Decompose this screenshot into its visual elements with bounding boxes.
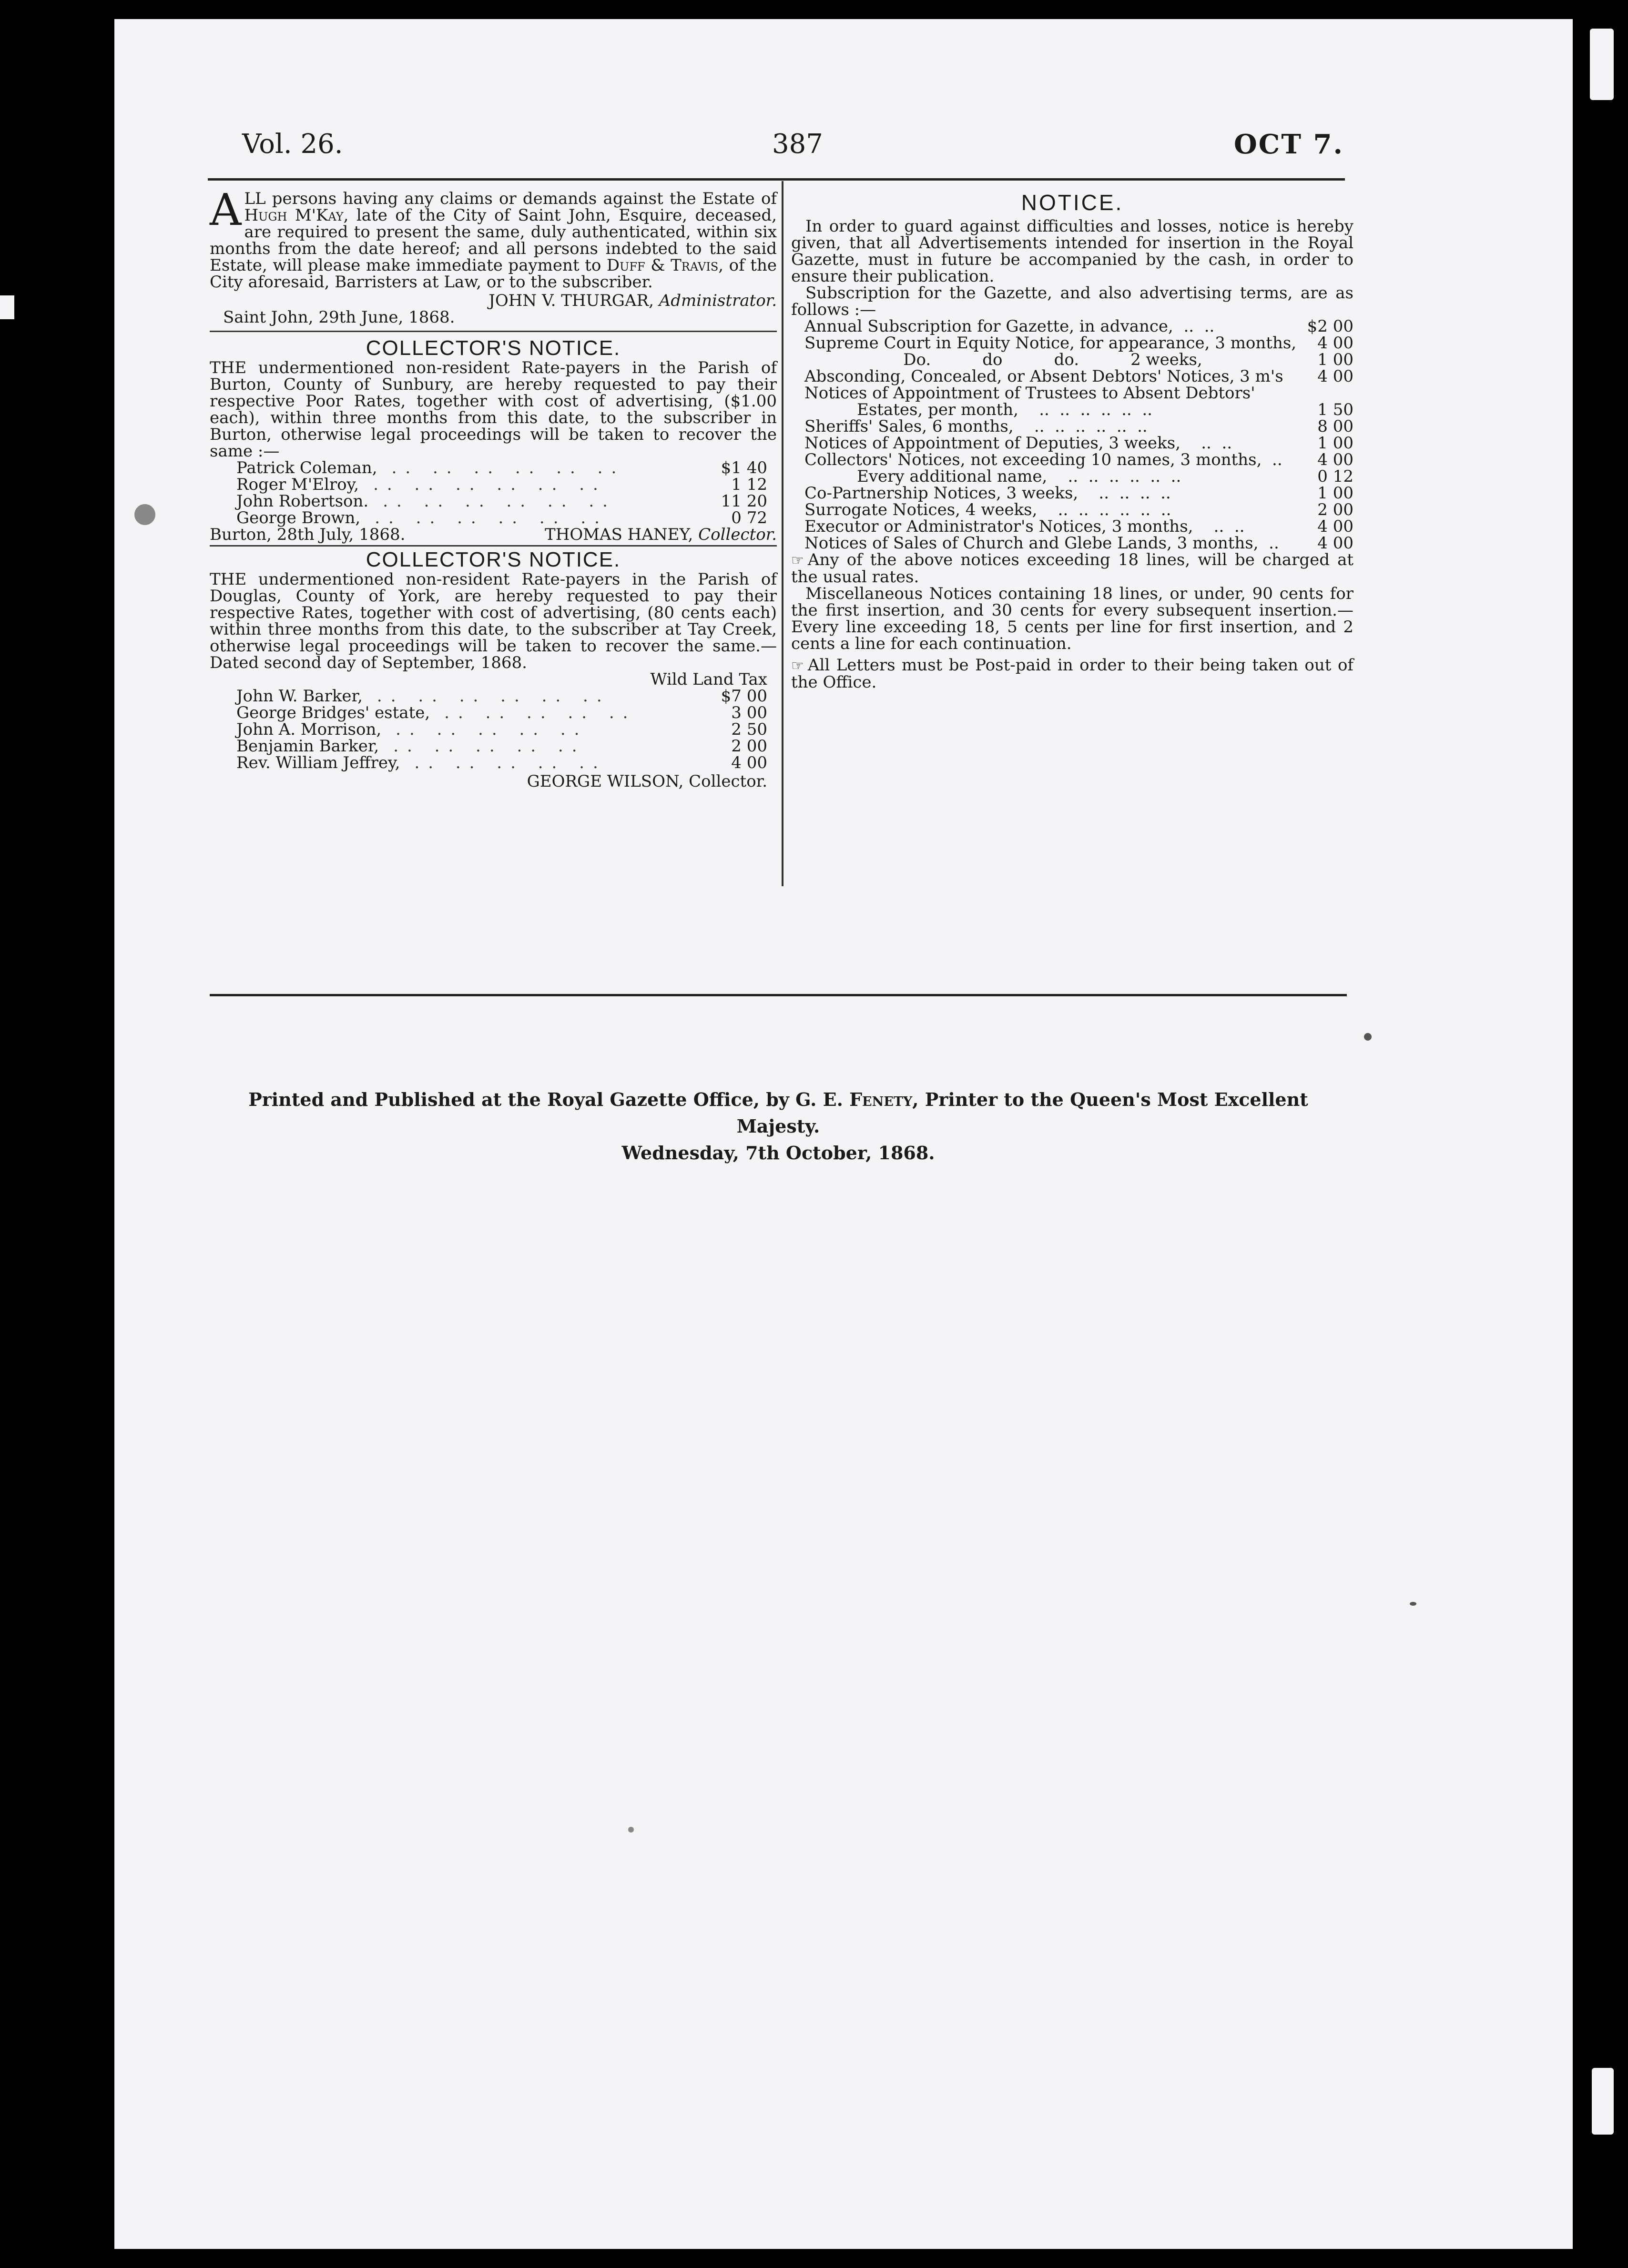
speck-right-2 — [1410, 1602, 1416, 1606]
rate-label: Supreme Court in Equity Notice, for appearance, 3 months, — [804, 334, 1297, 353]
ratepayer-row — [210, 688, 777, 705]
leader-dots: .. .. .. .. .. — [393, 737, 586, 756]
ratepayer-row — [210, 755, 777, 771]
collector-dateline: Burton, 28th July, 1868. — [210, 525, 406, 544]
collector-signature: THOMAS HANEY, Collector. — [545, 525, 777, 544]
subscription-line: Subscription for the Gazette, and also advertising terms, are as follows :— — [791, 284, 1353, 319]
rate-value: 1 00 — [1317, 434, 1353, 453]
ratepayer-amount: 1 12 — [731, 475, 767, 494]
rate-label: Notices of Appointment of Deputies, 3 weeks, .. .. — [804, 434, 1232, 453]
rate-label: Every additional name, .. .. .. .. .. .. — [857, 467, 1181, 486]
right-column — [791, 191, 1353, 691]
note-extra-lines: ☞ Any of the above notices exceeding 18 lines, will be charged at the usual rates. — [791, 550, 1353, 587]
imprint-line-2: Wednesday, 7th October, 1868. — [621, 1142, 935, 1164]
ratepayer-amount: 2 50 — [731, 720, 767, 739]
speck-right — [1364, 1033, 1372, 1041]
rate-label: Do. do do. 2 weeks, — [903, 350, 1202, 369]
rate-value — [1301, 385, 1353, 402]
rate-row — [791, 502, 1353, 518]
speck-bottom — [628, 1827, 634, 1833]
rate-label: Sheriffs' Sales, 6 months, .. .. .. .. .. .. — [804, 417, 1148, 436]
estate-dateline: Saint John, 29th June, 1868. — [223, 308, 455, 327]
rate-value: 4 00 — [1317, 367, 1353, 386]
tax-column-head: Wild Land Tax — [650, 670, 767, 689]
rate-label: Annual Subscription for Gazette, in advance, .. .. — [804, 317, 1215, 336]
notice-title: NOTICE. — [1021, 190, 1124, 215]
rate-label: Co-Partnership Notices, 3 weeks, .. .. .. .. — [804, 484, 1171, 503]
ratepayer-amount: $1 40 — [721, 458, 767, 477]
ratepayer-amount: $7 00 — [721, 687, 767, 706]
collector-signature: GEORGE WILSON, Collector. — [527, 772, 767, 791]
notice-intro: In order to guard against difficulties and losses, notice is hereby given, that all Advertisements intended for insertion in the Royal Gazette, must in future be accompanied by the cash, in order to ensure their publication. — [791, 217, 1353, 286]
rate-label: Surrogate Notices, 4 weeks, .. .. .. .. .. .. — [804, 500, 1171, 519]
ratepayer-amount: 3 00 — [731, 703, 767, 722]
rate-row — [791, 335, 1353, 352]
rate-value: 1 50 — [1317, 400, 1353, 419]
ratepayer-row — [210, 721, 777, 738]
ratepayer-row — [210, 460, 777, 476]
ratepayer-list — [210, 460, 777, 526]
rate-label: Collectors' Notices, not exceeding 10 names, 3 months, .. — [804, 450, 1282, 469]
rate-row — [791, 518, 1353, 535]
header-rule — [208, 178, 1345, 181]
collector-notice-title: COLLECTOR'S NOTICE. — [366, 548, 621, 571]
edge-tab-top-right — [1590, 29, 1614, 100]
estate-signature: JOHN V. THURGAR, Administrator. — [488, 291, 777, 310]
collector-notice-burton — [210, 337, 777, 543]
rate-value: 1 00 — [1317, 350, 1353, 369]
ratepayer-name: George Bridges' estate, — [236, 703, 430, 722]
volume-label: Vol. 26. — [242, 129, 343, 160]
rate-value: 0 12 — [1317, 467, 1353, 486]
rate-label: Executor or Administrator's Notices, 3 months, .. .. — [804, 517, 1245, 536]
rate-label: Absconding, Concealed, or Absent Debtors' Notices, 3 m's — [804, 367, 1283, 386]
ratepayer-amount: 11 20 — [721, 492, 767, 511]
rate-label: Notices of Appointment of Trustees to Absent Debtors' — [804, 384, 1255, 403]
leader-dots: .. .. .. .. .. .. — [383, 492, 616, 511]
rate-row — [791, 318, 1353, 335]
leader-dots: .. .. .. .. .. — [444, 703, 637, 722]
rate-row — [791, 352, 1353, 368]
leader-dots: .. .. .. .. .. .. — [391, 458, 625, 477]
rate-value: 1 00 — [1317, 484, 1353, 503]
leader-dots: .. .. .. .. .. — [396, 720, 588, 739]
rate-value: 4 00 — [1317, 334, 1353, 353]
ratepayer-row — [210, 510, 777, 526]
rate-row — [791, 535, 1353, 552]
rate-value: 4 00 — [1317, 517, 1353, 536]
edge-tab-top-left — [0, 295, 14, 319]
left-column — [210, 184, 777, 791]
ratepayer-name: Rev. William Jeffrey, — [236, 753, 400, 772]
ratepayer-name: John W. Barker, — [236, 687, 363, 706]
note-misc-notices: Miscellaneous Notices containing 18 lines, or under, 90 cents for the first insertion, and 30 cents for every subsequent insertion.— Every line exceeding 18, 5 cents per line for first insertion, and 2 cents a line for each continuation. — [791, 584, 1353, 653]
estate-notice-body: ALL persons having any claims or demands against the Estate of Hugh M'Kay, late of the City of Saint John, Esquire, deceased, are required to present the same, duly authenticated, within six months from the date hereof; and all persons indebted to the said Estate, will please make immediate payment to Duff & Travis, of the City aforesaid, Barristers at Law, or to the subscriber. — [210, 184, 777, 292]
collector-notice-title: COLLECTOR'S NOTICE. — [366, 336, 621, 360]
ratepayer-row — [210, 493, 777, 510]
ratepayer-amount: 4 00 — [731, 753, 767, 772]
ratepayer-name: John Robertson. — [236, 492, 369, 511]
ratepayer-name: George Brown, — [236, 508, 361, 527]
rate-row — [791, 368, 1353, 385]
collector-notice-body: THE undermentioned non-resident Rate-payers in the Parish of Burton, County of Sunbury, are hereby requested to pay their respective Poor Rates, together with cost of advertising, ($1.00 each), within three months from this date, to the subscriber in Burton, otherwise legal proceedings will be taken to recover the same :— — [210, 358, 777, 461]
page-number: 387 — [772, 129, 823, 160]
rate-row — [791, 418, 1353, 435]
rates-list — [791, 318, 1353, 552]
edge-tab-bottom-right — [1592, 2068, 1614, 2135]
leader-dots: .. .. .. .. .. .. — [373, 475, 607, 494]
speck-left — [134, 504, 155, 525]
collector-notice-douglas — [210, 548, 777, 790]
rate-row — [791, 485, 1353, 502]
ratepayer-name: Patrick Coleman, — [236, 458, 377, 477]
imprint-line-1: Printed and Published at the Royal Gazette Office, by G. E. Fenety, Printer to the Queen's Most Excellent Majesty. — [248, 1089, 1308, 1137]
page-header — [238, 129, 1344, 167]
column-divider — [782, 181, 783, 886]
rate-row — [791, 402, 1353, 418]
rate-value: 8 00 — [1317, 417, 1353, 436]
ratepayer-name: Roger M'Elroy, — [236, 475, 359, 494]
collector-notice-body: THE undermentioned non-resident Rate-payers in the Parish of Douglas, County of York, are hereby requested to pay their respective Rates, together with cost of advertising, (80 cents each) within three months from this date, to the subscriber at Tay Creek, otherwise legal proceedings will be taken to recover the same.—Dated second day of September, 1868. — [210, 570, 777, 672]
deceased-name: Hugh M'Kay — [244, 206, 344, 225]
leader-dots: .. .. .. .. .. — [414, 753, 607, 772]
printer-name: Fenety — [849, 1089, 913, 1110]
leader-dots: .. .. .. .. .. .. — [376, 687, 610, 706]
ratepayer-name: Benjamin Barker, — [236, 737, 379, 756]
drop-cap: A — [210, 184, 242, 235]
leader-dots: .. .. .. .. .. .. — [375, 508, 608, 527]
rate-row — [791, 468, 1353, 485]
issue-date: OCT 7. — [1234, 129, 1344, 160]
pointing-hand-icon: ☞ — [791, 658, 804, 674]
ratepayer-list — [210, 688, 777, 771]
ratepayer-row — [210, 705, 777, 721]
estate-notice — [210, 184, 777, 327]
rate-value: 2 00 — [1317, 500, 1353, 519]
rate-value: $2 00 — [1307, 317, 1353, 336]
rate-value: 4 00 — [1317, 450, 1353, 469]
ratepayer-row — [210, 738, 777, 755]
collector-notice-footer — [210, 526, 777, 543]
rate-value: 4 00 — [1317, 534, 1353, 553]
note-postage: ☞ All Letters must be Post-paid in order to their being taken out of the Office. — [791, 656, 1353, 692]
ratepayer-name: John A. Morrison, — [236, 720, 382, 739]
pointing-hand-icon: ☞ — [791, 552, 804, 569]
rate-row — [791, 435, 1353, 452]
ratepayer-amount: 0 72 — [731, 508, 767, 527]
imprint — [210, 1086, 1347, 1166]
section-rule-2 — [210, 545, 777, 547]
firm-name: Duff & Travis — [606, 256, 719, 275]
rate-label: Estates, per month, .. .. .. .. .. .. — [857, 400, 1152, 419]
rate-row — [791, 385, 1353, 402]
footer-rule — [210, 994, 1347, 996]
ratepayer-amount: 2 00 — [731, 737, 767, 756]
rate-label: Notices of Sales of Church and Glebe Lands, 3 months, .. — [804, 534, 1279, 553]
ratepayer-row — [210, 476, 777, 493]
rate-row — [791, 452, 1353, 468]
section-rule-1 — [210, 331, 777, 332]
